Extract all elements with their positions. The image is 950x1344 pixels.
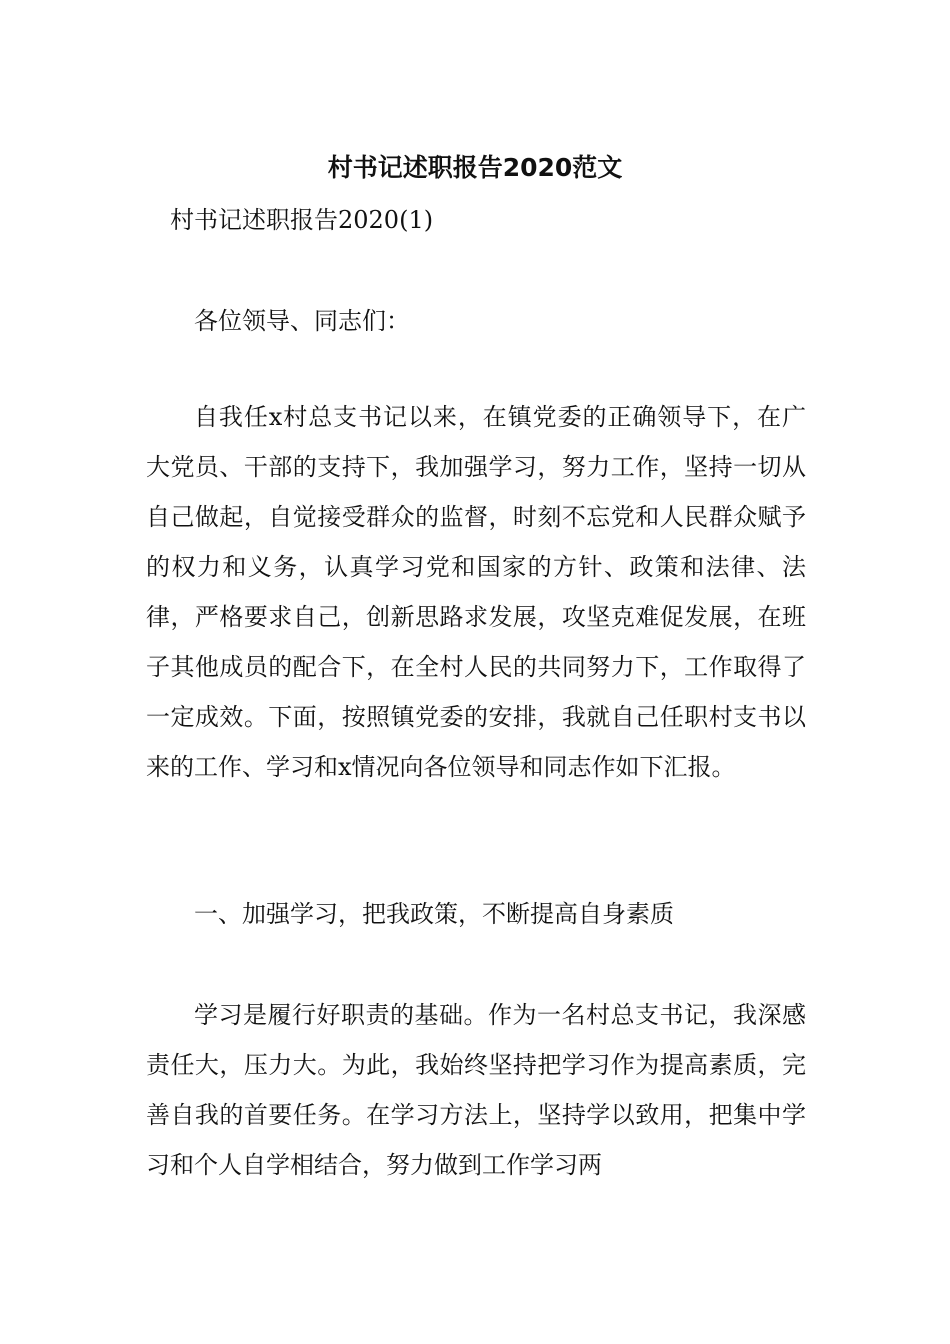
body-paragraph-2: 学习是履行好职责的基础。作为一名村总支书记，我深感责任大，压力大。为此，我始终坚持把学习作为提高素质，完善自我的首要任务。在学习方法上，坚持学以致用，把集中学习和个人自学相结合，努力做到工作学习两 [146, 1001, 806, 1179]
greeting: 各位领导、同志们： [194, 307, 410, 335]
document-title: 村书记述职报告2020范文 [327, 153, 623, 182]
section-heading-1: 一、加强学习，把我政策，不断提高自身素质 [194, 900, 674, 928]
body-paragraph-1: 自我任x村总支书记以来，在镇党委的正确领导下，在广大党员、干部的支持下，我加强学习，努力工作，坚持一切从自己做起，自觉接受群众的监督，时刻不忘党和人民群众赋予的权力和义务，认真学习党和国家的方针、政策和法律、法律，严格要求自己，创新思路求发展，攻坚克难促发展，在班子其他成员的配合下，在全村人民的共同努力下，工作取得了一定成效。下面，按照镇党委的安排，我就自己任职村支书以来的工作、学习和x情况向各位领导和同志作如下汇报。 [146, 403, 806, 781]
document-subtitle: 村书记述职报告2020(1) [170, 206, 434, 234]
